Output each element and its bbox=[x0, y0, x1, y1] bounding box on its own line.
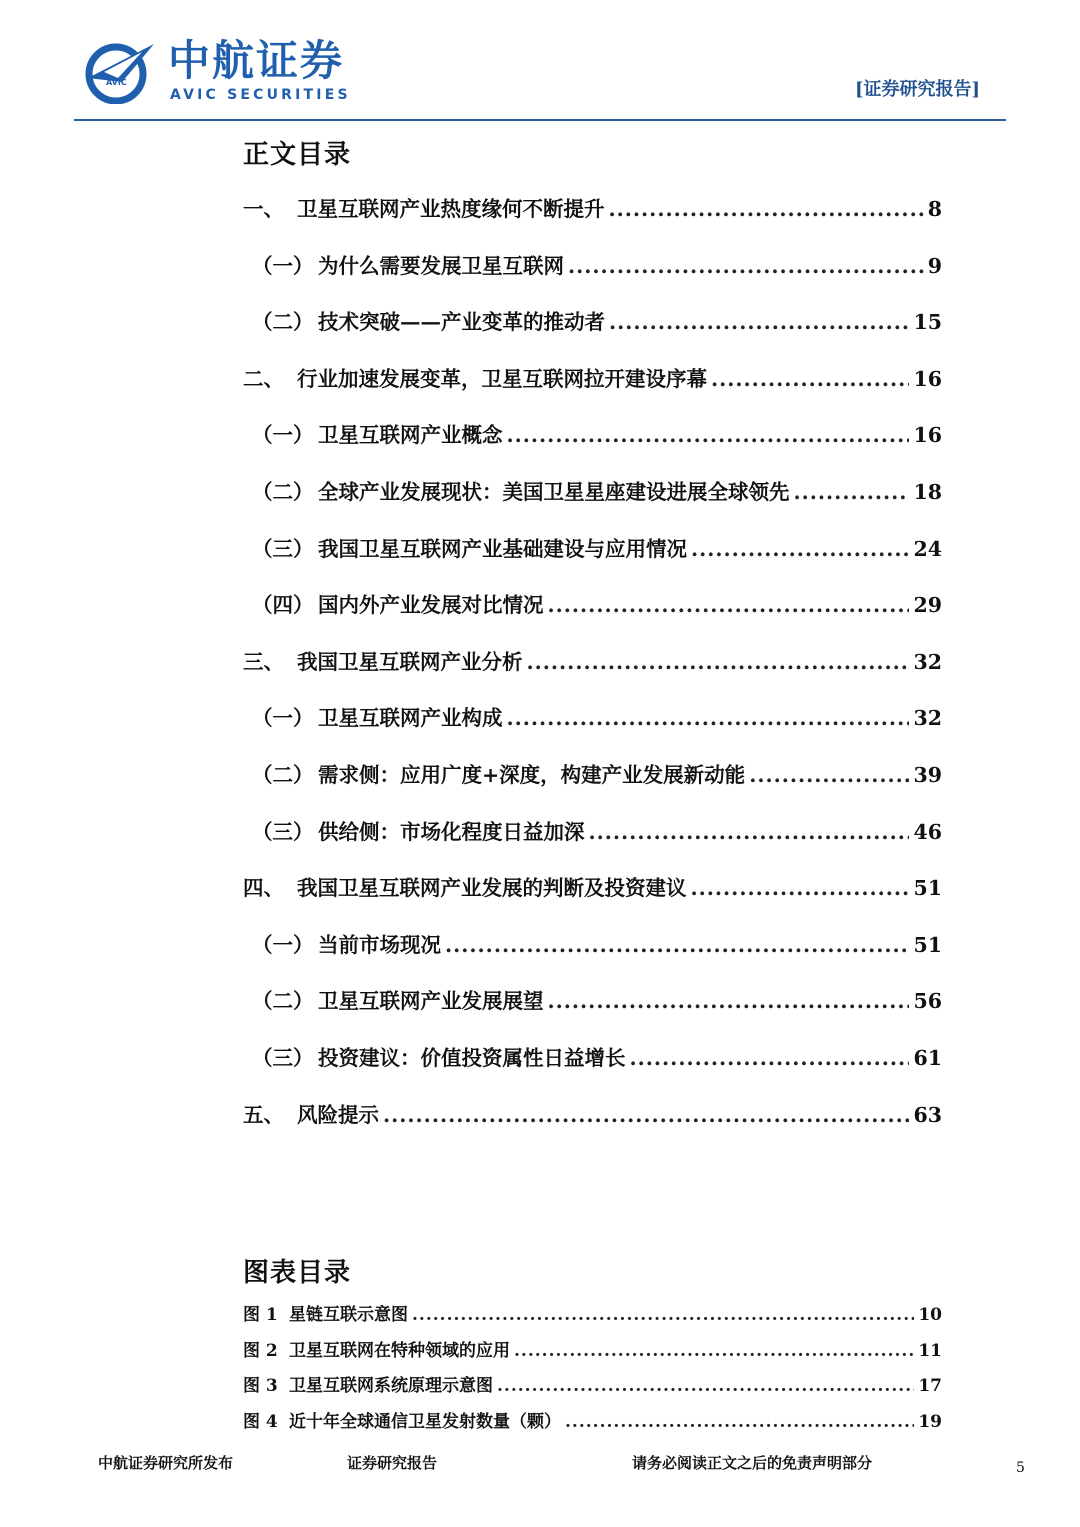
toc-entry-leader bbox=[794, 477, 910, 507]
toc-entry[interactable] bbox=[243, 364, 942, 394]
toc-entry-page: 8 bbox=[927, 197, 942, 221]
header-divider bbox=[74, 119, 1006, 121]
toc-entry-number: （一） bbox=[252, 706, 314, 731]
toc-entry-page: 15 bbox=[913, 310, 942, 335]
toc-entry-leader bbox=[445, 930, 909, 960]
toc-entry[interactable] bbox=[252, 477, 942, 507]
toc-entry-page: 18 bbox=[913, 480, 942, 504]
toc-entry-number: （四） bbox=[252, 593, 314, 618]
figure-entry-leader bbox=[412, 1302, 914, 1328]
toc-entry-page: 16 bbox=[913, 423, 942, 448]
figure-entry-title: 卫星互联网在特种领域的应用 bbox=[289, 1340, 510, 1361]
figure-entry-leader bbox=[514, 1338, 914, 1364]
figure-entry-page: 10 bbox=[918, 1305, 942, 1325]
toc-entry-number: （一） bbox=[252, 253, 314, 278]
toc-entry-leader bbox=[548, 986, 910, 1016]
figure-entry-title: 近十年全球通信卫星发射数量（颗） bbox=[289, 1411, 561, 1432]
report-type-tag: [证券研究报告] bbox=[854, 79, 980, 100]
toc-entry-leader bbox=[609, 194, 924, 224]
toc-entry-page: 32 bbox=[913, 706, 942, 731]
toc-entry[interactable] bbox=[243, 194, 942, 224]
toc-entry-title: 行业加速发展变革，卫星互联网拉开建设序幕 bbox=[297, 366, 707, 391]
toc-entry-leader bbox=[711, 364, 909, 394]
figure-entry-page: 19 bbox=[918, 1411, 942, 1432]
toc-entry-title: 我国卫星互联网产业发展的判断及投资建议 bbox=[297, 876, 687, 901]
toc-entry-number: （二） bbox=[252, 480, 314, 504]
toc-entry-number: （二） bbox=[252, 310, 314, 335]
toc-entry-number: （一） bbox=[252, 932, 314, 957]
toc-entry-page: 63 bbox=[913, 1102, 942, 1127]
toc-entry-page: 51 bbox=[913, 876, 942, 901]
toc-entry-leader bbox=[507, 420, 910, 450]
figure-list-title: 图表目录 bbox=[243, 1258, 352, 1288]
page-header bbox=[0, 0, 1080, 124]
logo-english-text: AVIC SECURITIES bbox=[170, 87, 351, 103]
toc-entry-number: （三） bbox=[252, 1046, 314, 1070]
toc-entry[interactable] bbox=[252, 307, 942, 337]
page-number: 5 bbox=[1016, 1460, 1025, 1476]
figure-entry-number: 图 2 bbox=[243, 1340, 278, 1361]
toc-entry-title: 我国卫星互联网产业基础建设与应用情况 bbox=[318, 536, 687, 561]
toc-entry-title: 全球产业发展现状：美国卫星星座建设进展全球领先 bbox=[318, 480, 790, 504]
figure-entry[interactable] bbox=[243, 1373, 942, 1399]
toc-entry-title: 供给侧：市场化程度日益加深 bbox=[318, 819, 585, 844]
toc-entry[interactable] bbox=[252, 703, 942, 733]
toc-entry-title: 需求侧：应用广度+深度，构建产业发展新动能 bbox=[318, 763, 746, 787]
footer-report-type: 证券研究报告 bbox=[347, 1454, 438, 1472]
toc-entry-number: 三、 bbox=[243, 649, 284, 674]
toc-entry-page: 61 bbox=[913, 1046, 942, 1070]
toc-entry-page: 29 bbox=[913, 593, 942, 618]
toc-entry-number: （三） bbox=[252, 819, 314, 844]
figure-entry-leader bbox=[565, 1409, 914, 1435]
toc-entry-title: 投资建议：价值投资属性日益增长 bbox=[318, 1046, 626, 1070]
toc-entry-page: 56 bbox=[913, 989, 942, 1014]
figure-entry-number: 图 1 bbox=[243, 1305, 278, 1325]
toc-entry[interactable] bbox=[252, 251, 942, 281]
figure-entry-title: 卫星互联网系统原理示意图 bbox=[289, 1376, 493, 1396]
toc-entry-title: 卫星互联网产业构成 bbox=[318, 706, 503, 731]
toc-entry-leader bbox=[589, 817, 910, 847]
figure-entry-number: 图 3 bbox=[243, 1376, 278, 1396]
footer-disclaimer: 请务必阅读正文之后的免责声明部分 bbox=[632, 1454, 873, 1472]
figure-entry-page: 11 bbox=[918, 1340, 942, 1361]
footer-publisher: 中航证券研究所发布 bbox=[98, 1454, 234, 1472]
toc-entry-page: 51 bbox=[913, 932, 942, 957]
toc-entry[interactable] bbox=[252, 420, 942, 450]
toc-entry-leader bbox=[749, 760, 909, 790]
toc-entry[interactable] bbox=[252, 986, 942, 1016]
toc-entry-number: 二、 bbox=[243, 366, 284, 391]
toc-entry[interactable] bbox=[252, 930, 942, 960]
toc-entry-page: 39 bbox=[913, 763, 942, 787]
toc-entry-title: 风险提示 bbox=[297, 1102, 379, 1127]
toc-entry-leader bbox=[383, 1100, 909, 1130]
toc-entry[interactable] bbox=[243, 1100, 942, 1130]
logo-chinese-text: 中航证券 bbox=[168, 36, 345, 85]
toc-entry[interactable] bbox=[243, 647, 942, 677]
toc-entry-leader bbox=[691, 534, 909, 564]
toc-entry-leader bbox=[609, 307, 909, 337]
toc-entry-title: 卫星互联网产业概念 bbox=[318, 423, 503, 448]
toc-entry-leader bbox=[548, 590, 910, 620]
figure-entry[interactable] bbox=[243, 1338, 942, 1364]
toc-entry-page: 46 bbox=[913, 819, 942, 844]
figure-entry[interactable] bbox=[243, 1302, 942, 1328]
toc-entry-leader bbox=[568, 251, 924, 281]
toc-entry-title: 当前市场现况 bbox=[318, 932, 441, 957]
toc-entry-title: 我国卫星互联网产业分析 bbox=[297, 649, 523, 674]
toc-entry[interactable] bbox=[252, 534, 942, 564]
toc-entry-page: 24 bbox=[913, 536, 942, 561]
toc-entry-title: 卫星互联网产业发展展望 bbox=[318, 989, 544, 1014]
toc-entry-leader bbox=[691, 873, 910, 903]
toc-entry-page: 32 bbox=[913, 649, 942, 674]
figure-entry-leader bbox=[497, 1373, 914, 1399]
toc-entry[interactable] bbox=[252, 817, 942, 847]
svg-text:AVIC: AVIC bbox=[106, 78, 127, 87]
avic-logo-icon bbox=[82, 38, 156, 104]
toc-entry-number: 四、 bbox=[243, 876, 284, 901]
toc-entry-leader bbox=[507, 703, 910, 733]
toc-entry-number: 一、 bbox=[243, 197, 284, 221]
toc-title: 正文目录 bbox=[243, 140, 352, 170]
toc-entry[interactable] bbox=[252, 760, 942, 790]
toc-entry-title: 技术突破——产业变革的推动者 bbox=[318, 310, 605, 335]
toc-entry[interactable] bbox=[252, 1043, 942, 1073]
toc-entry-page: 16 bbox=[913, 366, 942, 391]
toc-entry-number: （三） bbox=[252, 536, 314, 561]
figure-entry-title: 星链互联示意图 bbox=[289, 1305, 408, 1325]
toc-entry-number: （一） bbox=[252, 423, 314, 448]
figure-entry-page: 17 bbox=[918, 1376, 942, 1396]
toc-entry-page: 9 bbox=[927, 253, 942, 278]
toc-entry-number: （二） bbox=[252, 989, 314, 1014]
toc-entry-leader bbox=[527, 647, 910, 677]
figure-entry-number: 图 4 bbox=[243, 1411, 278, 1432]
toc-entry-title: 为什么需要发展卫星互联网 bbox=[318, 253, 564, 278]
toc-entry[interactable] bbox=[243, 873, 942, 903]
toc-entry-number: （二） bbox=[252, 763, 314, 787]
figure-entry[interactable] bbox=[243, 1409, 942, 1435]
toc-entry-title: 国内外产业发展对比情况 bbox=[318, 593, 544, 618]
toc-entry-number: 五、 bbox=[243, 1102, 284, 1127]
toc-entry-leader bbox=[630, 1043, 910, 1073]
toc-entry[interactable] bbox=[252, 590, 942, 620]
toc-entry-title: 卫星互联网产业热度缘何不断提升 bbox=[297, 197, 605, 221]
page-footer bbox=[0, 1448, 1080, 1488]
